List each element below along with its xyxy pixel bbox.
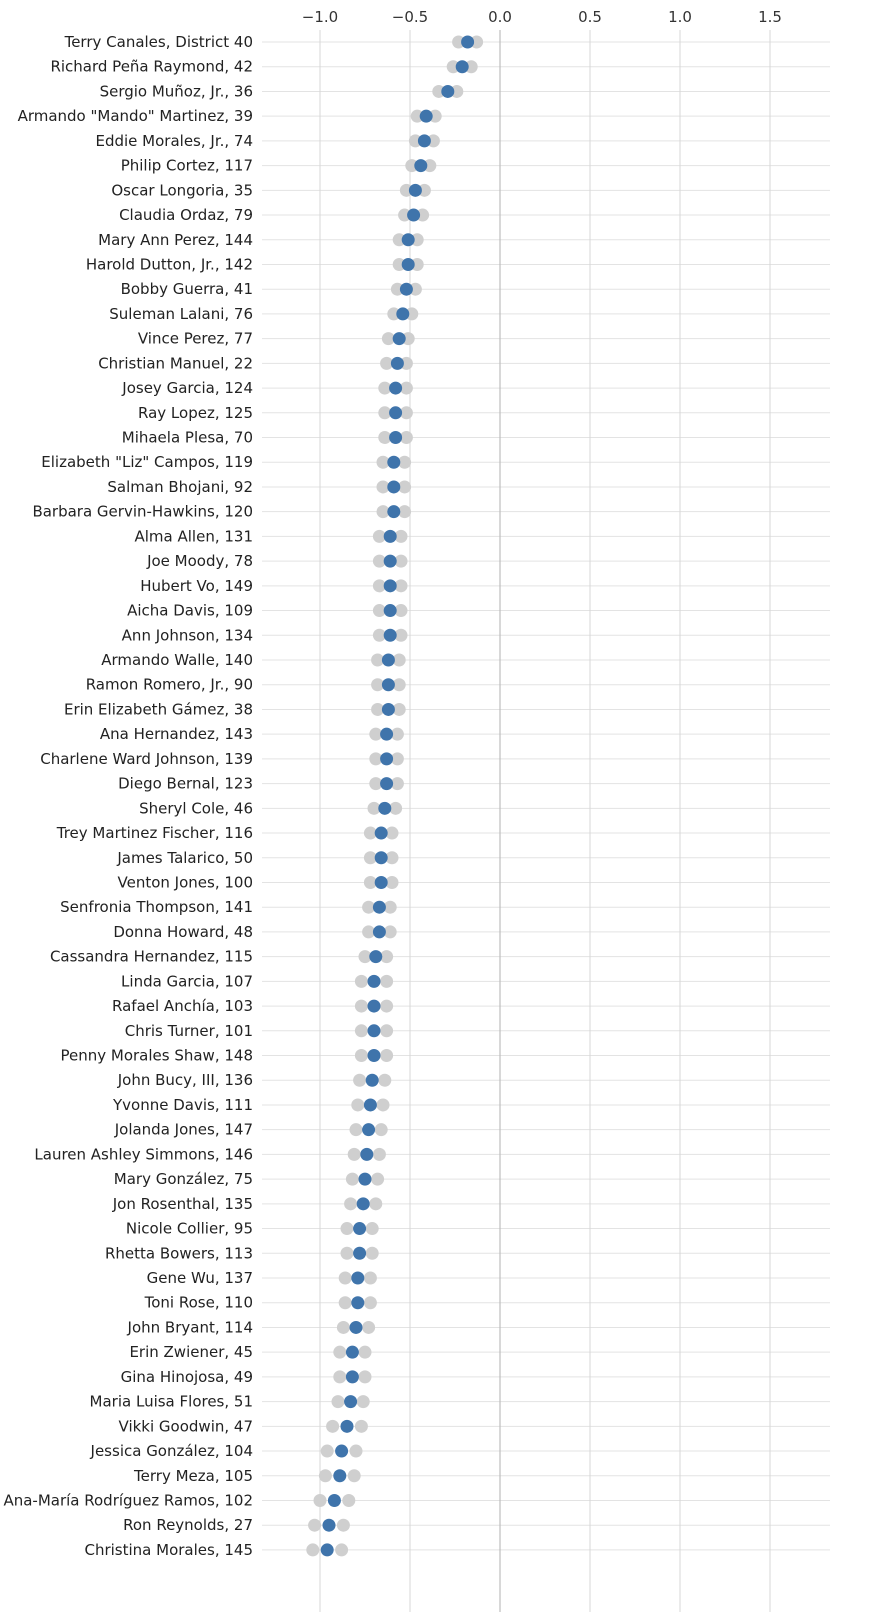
interval-high-dot	[364, 1272, 377, 1285]
row-label: Penny Morales Shaw, 148	[60, 1046, 253, 1065]
point-estimate-dot	[409, 184, 422, 197]
point-estimate-dot	[366, 1074, 379, 1087]
interval-low-dot	[333, 1370, 346, 1383]
point-estimate-dot	[384, 579, 397, 592]
interval-low-dot	[355, 1000, 368, 1013]
row-label: Jolanda Jones, 147	[114, 1120, 253, 1139]
interval-high-dot	[337, 1519, 350, 1532]
point-estimate-dot	[382, 678, 395, 691]
point-estimate-dot	[380, 752, 393, 765]
point-estimate-dot	[373, 901, 386, 914]
row-label: Armando Walle, 140	[101, 651, 253, 669]
point-estimate-dot	[368, 1049, 381, 1062]
interval-high-dot	[380, 1024, 393, 1037]
row-label: Richard Peña Raymond, 42	[50, 57, 253, 76]
interval-low-dot	[355, 1049, 368, 1062]
interval-high-dot	[342, 1494, 355, 1507]
interval-high-dot	[375, 1123, 388, 1136]
point-estimate-dot	[420, 110, 433, 123]
point-estimate-dot	[368, 1000, 381, 1013]
point-estimate-dot	[351, 1296, 364, 1309]
point-estimate-dot	[389, 382, 402, 395]
row-label: Cassandra Hernandez, 115	[49, 947, 253, 966]
row-label: John Bryant, 114	[127, 1318, 253, 1337]
point-estimate-dot	[350, 1321, 363, 1334]
point-estimate-dot	[378, 802, 391, 815]
row-label: Barbara Gervin-Hawkins, 120	[32, 502, 253, 521]
row-label: Charlene Ward Johnson, 139	[40, 749, 253, 768]
interval-high-dot	[335, 1543, 348, 1556]
row-label: Ray Lopez, 125	[138, 403, 253, 422]
x-tick-label: 0.0	[488, 8, 512, 26]
row-label: Jessica González, 104	[90, 1442, 253, 1461]
row-label: Josey Garcia, 124	[122, 379, 253, 398]
row-label: Trey Martinez Fischer, 116	[56, 824, 253, 843]
row-label: Jon Rosenthal, 135	[112, 1194, 253, 1213]
point-estimate-dot	[407, 209, 420, 222]
point-estimate-dot	[333, 1469, 346, 1482]
point-estimate-dot	[375, 876, 388, 889]
row-label: Christina Morales, 145	[84, 1540, 253, 1559]
interval-low-dot	[346, 1173, 359, 1186]
interval-high-dot	[359, 1370, 372, 1383]
interval-low-dot	[314, 1494, 327, 1507]
interval-high-dot	[366, 1247, 379, 1260]
interval-high-dot	[371, 1173, 384, 1186]
point-estimate-dot	[384, 530, 397, 543]
interval-high-dot	[380, 975, 393, 988]
point-estimate-dot	[369, 950, 382, 963]
point-estimate-dot	[360, 1148, 373, 1161]
interval-high-dot	[380, 1049, 393, 1062]
row-label: Claudia Ordaz, 79	[119, 206, 253, 225]
interval-low-dot	[308, 1519, 321, 1532]
point-estimate-dot	[380, 777, 393, 790]
row-label: Ron Reynolds, 27	[123, 1516, 253, 1535]
interval-high-dot	[380, 1000, 393, 1013]
row-label: Sergio Muñoz, Jr., 36	[99, 82, 253, 101]
point-estimate-dot	[402, 258, 415, 271]
interval-high-dot	[364, 1296, 377, 1309]
row-label: Senfronia Thompson, 141	[60, 898, 253, 917]
point-estimate-dot	[346, 1370, 359, 1383]
interval-high-dot	[348, 1469, 361, 1482]
row-label: Suleman Lalani, 76	[109, 304, 253, 323]
row-label: Chris Turner, 101	[124, 1021, 253, 1040]
point-estimate-dot	[373, 925, 386, 938]
interval-low-dot	[306, 1543, 319, 1556]
row-label: Ana Hernandez, 143	[99, 725, 253, 744]
point-estimate-dot	[353, 1222, 366, 1235]
point-estimate-dot	[396, 307, 409, 320]
point-estimate-dot	[341, 1420, 354, 1433]
point-estimate-dot	[402, 233, 415, 246]
point-estimate-dot	[400, 283, 413, 296]
row-label: Aicha Davis, 109	[127, 601, 253, 620]
point-estimate-dot	[375, 851, 388, 864]
interval-low-dot	[355, 975, 368, 988]
row-label: Philip Cortez, 117	[120, 156, 253, 175]
interval-high-dot	[369, 1197, 382, 1210]
row-label: Venton Jones, 100	[117, 873, 253, 892]
point-estimate-dot	[357, 1197, 370, 1210]
interval-low-dot	[339, 1296, 352, 1309]
point-estimate-dot	[389, 431, 402, 444]
interval-low-dot	[355, 1024, 368, 1037]
row-label: Yvonne Davis, 111	[113, 1095, 253, 1114]
point-estimate-dot	[382, 703, 395, 716]
row-label: Maria Luisa Flores, 51	[89, 1392, 253, 1411]
point-estimate-dot	[461, 36, 474, 49]
row-label: Rafael Anchía, 103	[112, 997, 253, 1016]
interval-low-dot	[353, 1074, 366, 1087]
interval-low-dot	[321, 1445, 334, 1458]
x-tick-label: 0.5	[578, 8, 602, 26]
row-label: Joe Moody, 78	[147, 552, 253, 571]
row-label: Gene Wu, 137	[146, 1269, 253, 1287]
x-tick-label: −0.5	[391, 8, 429, 26]
interval-high-dot	[366, 1222, 379, 1235]
interval-low-dot	[341, 1222, 354, 1235]
interval-low-dot	[326, 1420, 339, 1433]
row-label: Bobby Guerra, 41	[120, 280, 253, 299]
row-label: Christian Manuel, 22	[98, 354, 253, 373]
point-estimate-dot	[321, 1543, 334, 1556]
point-estimate-dot	[346, 1346, 359, 1359]
row-labels	[3, 33, 253, 1559]
row-label: John Bucy, III, 136	[117, 1071, 253, 1090]
point-estimate-dot	[344, 1395, 357, 1408]
row-label: Ana-María Rodríguez Ramos, 102	[3, 1491, 253, 1510]
point-estimate-dot	[368, 975, 381, 988]
point-estimate-dot	[384, 555, 397, 568]
interval-low-dot	[319, 1469, 332, 1482]
row-label: Oscar Longoria, 35	[111, 181, 253, 200]
point-estimate-dot	[335, 1445, 348, 1458]
row-label: Erin Elizabeth Gámez, 38	[63, 700, 253, 719]
point-estimate-dot	[393, 332, 406, 345]
point-estimate-dot	[414, 159, 427, 172]
interval-dots	[306, 36, 483, 1557]
row-label: Sheryl Cole, 46	[139, 799, 253, 818]
interval-high-dot	[362, 1321, 375, 1334]
row-label: Alma Allen, 131	[134, 527, 253, 546]
interval-low-dot	[337, 1321, 350, 1334]
point-estimate-dot	[364, 1098, 377, 1111]
point-estimate-dot	[384, 604, 397, 617]
interval-low-dot	[344, 1197, 357, 1210]
point-estimate-dot	[368, 1024, 381, 1037]
row-label: Gina Hinojosa, 49	[120, 1367, 253, 1386]
interval-high-dot	[373, 1148, 386, 1161]
row-label: Linda Garcia, 107	[121, 972, 253, 991]
row-label: Diego Bernal, 123	[118, 774, 253, 793]
point-estimate-dot	[387, 480, 400, 493]
x-tick-label: 1.0	[668, 8, 692, 26]
point-estimate-dot	[328, 1494, 341, 1507]
row-label: Armando "Mando" Martinez, 39	[17, 107, 253, 126]
x-axis-ticks	[302, 8, 782, 26]
row-label: Ann Johnson, 134	[121, 626, 253, 645]
point-estimate-dot	[323, 1519, 336, 1532]
point-estimate-dot	[380, 728, 393, 741]
row-label: Lauren Ashley Simmons, 146	[34, 1145, 253, 1164]
point-estimate-dot	[353, 1247, 366, 1260]
row-label: Erin Zwiener, 45	[129, 1343, 253, 1362]
interval-high-dot	[357, 1395, 370, 1408]
point-estimate-dot	[418, 134, 431, 147]
interval-low-dot	[351, 1098, 364, 1111]
interval-low-dot	[348, 1148, 361, 1161]
x-tick-label: 1.5	[758, 8, 782, 26]
row-label: Toni Rose, 110	[144, 1293, 253, 1312]
point-estimate-dot	[375, 827, 388, 840]
interval-low-dot	[341, 1247, 354, 1260]
interval-high-dot	[355, 1420, 368, 1433]
row-label: James Talarico, 50	[117, 848, 253, 867]
row-label: Rhetta Bowers, 113	[105, 1244, 253, 1263]
interval-low-dot	[332, 1395, 345, 1408]
point-estimate-dot	[456, 60, 469, 73]
interval-high-dot	[350, 1445, 363, 1458]
row-label: Terry Canales, District 40	[64, 33, 253, 51]
row-label: Vikki Goodwin, 47	[118, 1417, 253, 1436]
point-estimate-dot	[384, 629, 397, 642]
interval-high-dot	[359, 1346, 372, 1359]
row-label: Hubert Vo, 149	[140, 576, 253, 595]
row-label: Harold Dutton, Jr., 142	[85, 255, 253, 274]
point-estimate-dot	[391, 357, 404, 370]
interval-high-dot	[377, 1098, 390, 1111]
row-label: Eddie Morales, Jr., 74	[95, 131, 253, 150]
row-label: Ramon Romero, Jr., 90	[85, 675, 253, 694]
point-estimate-dot	[387, 456, 400, 469]
row-label: Mary Ann Perez, 144	[98, 230, 253, 249]
interval-high-dot	[378, 1074, 391, 1087]
interval-low-dot	[333, 1346, 346, 1359]
point-estimate-dot	[362, 1123, 375, 1136]
point-estimate-dot	[382, 654, 395, 667]
row-label: Salman Bhojani, 92	[107, 477, 253, 496]
point-estimate-dot	[389, 406, 402, 419]
row-label: Donna Howard, 48	[113, 922, 253, 941]
row-label: Terry Meza, 105	[134, 1466, 253, 1485]
point-estimate-dot	[359, 1173, 372, 1186]
point-estimate-dot	[441, 85, 454, 98]
row-label: Mihaela Plesa, 70	[121, 428, 253, 447]
interval-low-dot	[339, 1272, 352, 1285]
row-label: Nicole Collier, 95	[125, 1219, 253, 1238]
point-estimate-dot	[387, 505, 400, 518]
point-estimate-dot	[351, 1272, 364, 1285]
interval-low-dot	[350, 1123, 363, 1136]
row-label: Elizabeth "Liz" Campos, 119	[41, 453, 253, 472]
x-tick-label: −1.0	[301, 8, 339, 26]
row-label: Vince Perez, 77	[137, 329, 253, 348]
row-label: Mary González, 75	[113, 1170, 253, 1189]
